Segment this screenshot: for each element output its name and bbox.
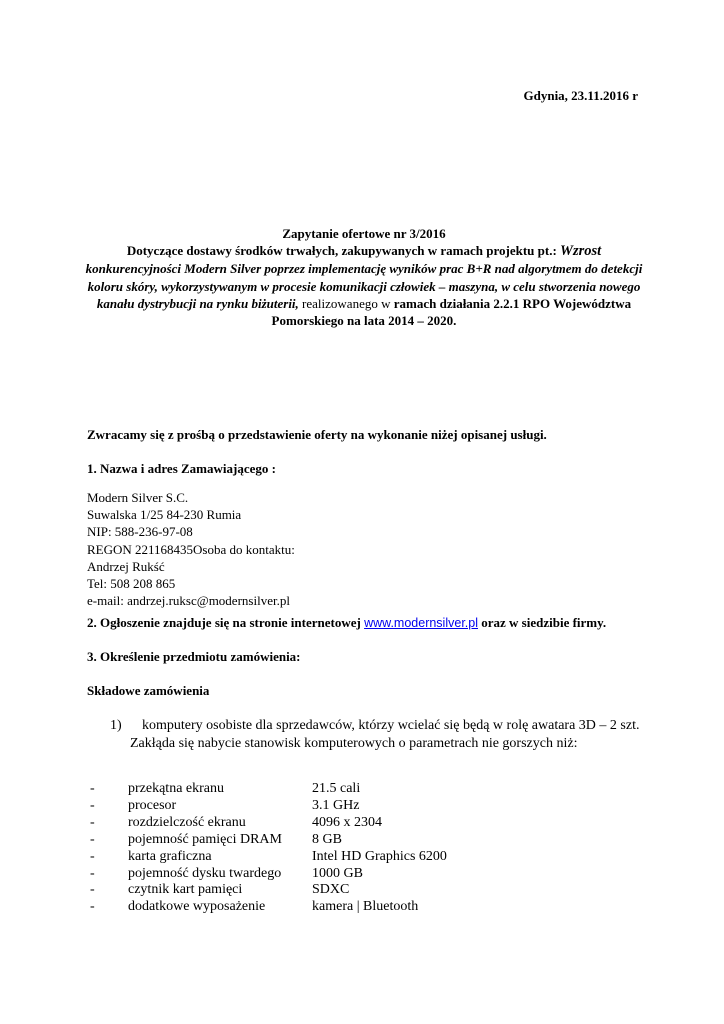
section-2-text: 2. Ogłoszenie znajduje się na stronie internetowej [87, 615, 361, 630]
item-1 [130, 717, 650, 753]
document-date: Gdynia, 23.11.2016 r [523, 88, 638, 103]
project-program: ramach działania 2.2.1 RPO Województwa Pomorskiego na lata 2014 – 2020. [271, 295, 632, 329]
contact-phone: Tel: 508 208 865 [87, 576, 176, 592]
spec-row: - karta graficzna Intel HD Graphics 6200 [90, 848, 447, 864]
spec-row: - dodatkowe wyposażenie kamera | Bluetooth [90, 899, 419, 915]
spec-value: 1000 GB [312, 865, 363, 881]
contact-email: e-mail: andrzej.ruksc@modernsilver.pl [87, 593, 290, 609]
project-title: konkurencyjności Modern Silver poprzez implementację wyników prac B+R nad algorytmem do detekcji koloru skóry, wykorzystywanym w procesie komunikacji człowiek – maszyna, w celu stworzenia nowego kanału dystrybucji na rynku biżuterii, [85, 261, 643, 311]
request-line: Zwracamy się z prośbą o przedstawienie oferty na wykonanie niżej opisanej usługi. [87, 427, 547, 442]
spec-row: - pojemność dysku twardego 1000 GB [90, 865, 363, 881]
item-1-subtext: Zakłąda się nabycie stanowisk komputerowych o parametrach nie gorszych niż: [130, 736, 578, 751]
spec-label: pojemność pamięci DRAM [128, 831, 282, 847]
company-name: Modern Silver S.C. [87, 490, 189, 505]
spec-value: 8 GB [312, 831, 342, 847]
spec-label: karta graficzna [128, 848, 212, 864]
spec-row: - procesor 3.1 GHz [90, 797, 360, 813]
spec-value: 3.1 GHz [312, 797, 360, 813]
section-1-heading: 1. Nazwa i adres Zamawiającego : [87, 461, 276, 476]
company-regon: REGON 221168435Osoba do kontaktu: [87, 541, 295, 557]
spec-row: - przekątna ekranu 21.5 cali [90, 781, 361, 796]
item-1-text: komputery osobiste dla sprzedawców, którzy wcielać się będą w rolę awatara 3D – 2 szt. [142, 718, 640, 733]
section-2-suffix: oraz w siedzibie firmy. [481, 615, 607, 630]
spec-value: SDXC [312, 882, 350, 898]
section-3-heading: 3. Określenie przedmiotu zamówienia: [87, 649, 301, 664]
spec-label: czytnik kart pamięci [128, 882, 243, 898]
project-realizing: realizowanego w [302, 295, 391, 311]
spec-row: - czytnik kart pamięci SDXC [90, 882, 350, 898]
components-heading: Składowe zamówienia [87, 683, 210, 698]
section-2-line [87, 615, 606, 631]
document-title-block [84, 225, 644, 329]
project-description [84, 242, 644, 329]
contractor-details [87, 489, 295, 609]
spec-label: procesor [128, 797, 177, 813]
website-link[interactable]: www.modernsilver.pl [364, 616, 478, 630]
spec-label: pojemność dysku twardego [128, 865, 282, 881]
spec-list [90, 781, 447, 916]
spec-label: rozdzielczość ekranu [128, 814, 246, 830]
spec-value: Intel HD Graphics 6200 [312, 848, 447, 864]
spec-row: - pojemność pamięci DRAM 8 GB [90, 831, 342, 847]
company-address: Suwalska 1/25 84-230 Rumia [87, 507, 242, 523]
spec-label: dodatkowe wyposażenie [128, 899, 266, 915]
spec-row: - rozdzielczość ekranu 4096 x 2304 [90, 814, 382, 830]
spec-value: 21.5 cali [312, 781, 361, 796]
company-nip: NIP: 588-236-97-08 [87, 524, 193, 540]
spec-value: 4096 x 2304 [312, 814, 382, 830]
spec-value: kamera | Bluetooth [312, 899, 419, 915]
inquiry-number: Zapytanie ofertowe nr 3/2016 [282, 226, 446, 241]
project-intro: Dotyczące dostawy środków trwałych, zakupywanych w ramach projektu pt.: [126, 243, 557, 259]
contact-person: Andrzej Rukść [87, 558, 165, 574]
project-title-first-word: Wzrost [560, 243, 602, 260]
item-number: 1) [110, 718, 122, 733]
spec-label: przekątna ekranu [128, 781, 224, 796]
